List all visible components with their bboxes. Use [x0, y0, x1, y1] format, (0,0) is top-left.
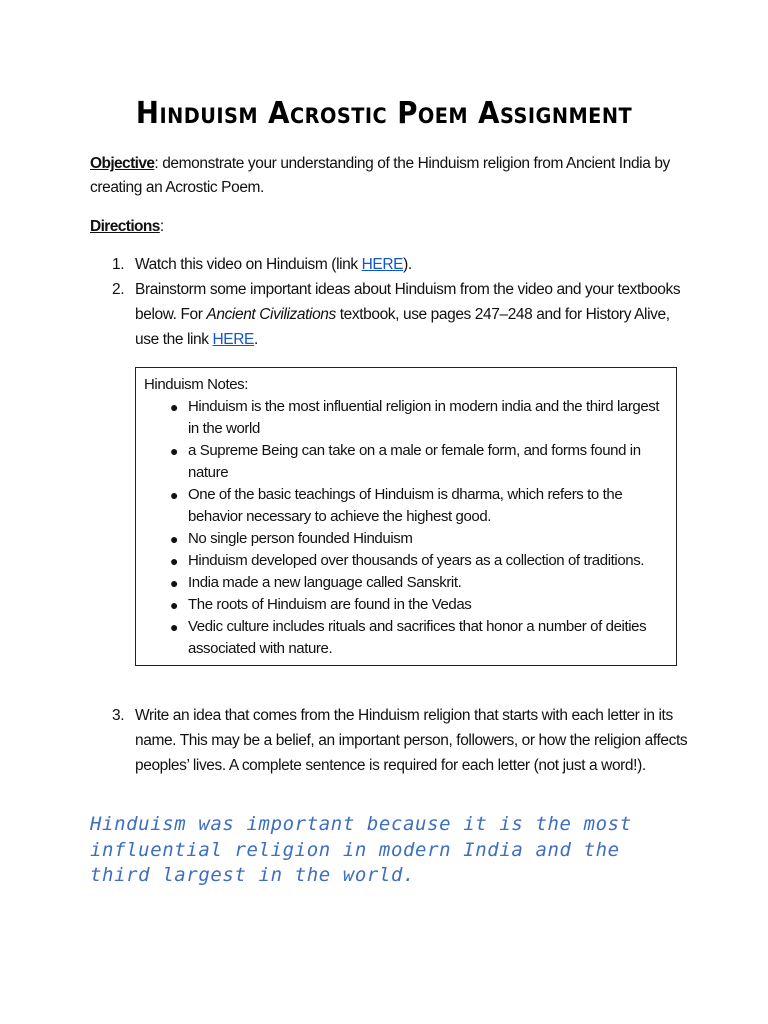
list-item — [144, 396, 666, 440]
list-item — [144, 594, 666, 616]
directions-suffix: : — [159, 218, 164, 235]
objective-label: Objective — [90, 155, 155, 172]
directions-list — [90, 252, 690, 352]
note-text: The roots of Hinduism are found in the Vedas — [188, 596, 472, 613]
directions-heading — [90, 215, 690, 239]
page-title: Hinduism Acrostic Poem Assignment — [135, 96, 633, 131]
bullet-icon: ● — [170, 575, 179, 591]
list-item — [90, 277, 690, 352]
step-text: Brainstorm some important ideas about Hinduism from the video and your textbooks below. For — [135, 281, 681, 323]
note-text: One of the basic teachings of Hinduism is dharma, which refers to the behavior necessary to achieve the highest good. — [188, 486, 623, 525]
list-item — [144, 440, 666, 484]
bullet-icon: ● — [170, 531, 179, 547]
note-text: India made a new language called Sanskrit. — [188, 574, 462, 591]
list-item — [144, 616, 666, 660]
note-text: Hinduism developed over thousands of years as a collection of traditions. — [188, 552, 645, 569]
list-item — [90, 703, 690, 778]
directions-label: Directions — [90, 218, 160, 235]
list-item — [144, 484, 666, 528]
student-answer-text[interactable]: Hinduism was important because it is the most influential religion in modern India and the third largest in the world. — [90, 813, 632, 886]
note-text: No single person founded Hinduism — [188, 530, 413, 547]
step-text: Write an idea that comes from the Hinduism religion that starts with each letter in its name. This may be a belief, an important person, followers, or how the religion affects peoples’ lives. A complete sentence is required for each letter (not just a word!). — [135, 707, 688, 774]
history-alive-link[interactable]: HERE — [212, 331, 254, 348]
directions-list-continued — [90, 703, 690, 778]
list-item — [144, 528, 666, 550]
textbook-title: Ancient Civilizations — [206, 306, 336, 323]
notes-list — [144, 396, 666, 660]
step-text-end: . — [253, 331, 258, 348]
notes-box — [135, 367, 677, 666]
bullet-icon: ● — [170, 443, 179, 459]
video-link[interactable]: HERE — [361, 256, 404, 273]
note-text: a Supreme Being can take on a male or female form, and forms found in nature — [188, 442, 641, 481]
step-number: 3. — [112, 707, 125, 724]
objective-paragraph — [90, 152, 690, 200]
step-text-middle: textbook, use pages 247–248 and for History Alive, use the link — [135, 306, 670, 348]
list-item — [144, 550, 666, 572]
step-text-end: ). — [403, 256, 412, 273]
list-item — [144, 572, 666, 594]
bullet-icon: ● — [170, 487, 179, 503]
step-text: Watch this video on Hinduism (link — [135, 256, 362, 273]
bullet-icon: ● — [170, 619, 179, 635]
objective-text: : demonstrate your understanding of the Hinduism religion from Ancient India by creating an Acrostic Poem. — [90, 155, 670, 196]
step-number: 2. — [112, 281, 125, 298]
list-item — [90, 252, 690, 277]
bullet-icon: ● — [170, 399, 179, 415]
step-number: 1. — [112, 256, 125, 273]
bullet-icon: ● — [170, 553, 179, 569]
note-text: Vedic culture includes rituals and sacrifices that honor a number of deities associated with nature. — [188, 618, 647, 657]
notes-heading: Hinduism Notes: — [144, 376, 249, 393]
note-text: Hinduism is the most influential religion in modern india and the third largest in the world — [188, 398, 660, 437]
bullet-icon: ● — [170, 597, 179, 613]
